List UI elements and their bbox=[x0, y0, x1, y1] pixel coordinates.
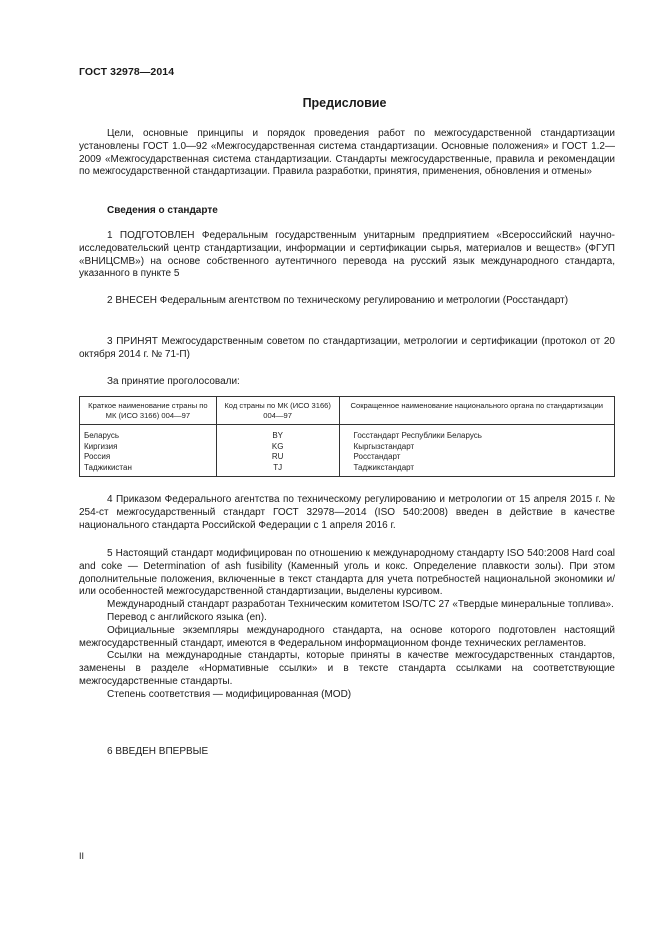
national-body: Кыргызстандарт bbox=[339, 442, 614, 453]
item-2 bbox=[79, 295, 615, 308]
table-row bbox=[80, 463, 615, 477]
national-body: Госстандарт Республики Беларусь bbox=[339, 425, 614, 442]
header-country-code: Код страны по МК (ИСО 3166) 004—97 bbox=[216, 397, 339, 425]
voting-table bbox=[79, 396, 615, 477]
item-5 bbox=[79, 548, 615, 702]
country-code: BY bbox=[216, 425, 339, 442]
item-6 bbox=[79, 746, 615, 759]
item-5-official-copies: Официальные экземпляры международного стандарта, на основе которого подготовлен настоящий межгосударственный стандарт, имеются в Федеральном информационном фонде технических регламентов. bbox=[79, 624, 615, 649]
item-2-text: 2 ВНЕСЕН Федеральным агентством по техническому регулированию и метрологии (Росстандарт) bbox=[107, 295, 569, 306]
national-body: Росстандарт bbox=[339, 452, 614, 463]
country-code: RU bbox=[216, 452, 339, 463]
voted-label bbox=[79, 376, 615, 389]
voted-label-text: За принятие проголосовали: bbox=[107, 376, 240, 387]
item-5-conformity: Степень соответствия — модифицированная (MOD) bbox=[107, 688, 352, 700]
country-name: Таджикистан bbox=[80, 463, 217, 477]
item-4-text: 4 Приказом Федерального агентства по техническому регулированию и метрологии от 15 апреля 2015 г. № 254-ст межгосударственный стандарт ГОСТ 32978—2014 (ISO 540:2008) введен в действие в качестве национального стандарта Российской Федерации с 1 апреля 2016 г. bbox=[79, 494, 615, 531]
item-3 bbox=[79, 336, 615, 362]
country-code: TJ bbox=[216, 463, 339, 477]
item-4 bbox=[79, 494, 615, 532]
page-number: II bbox=[79, 851, 85, 861]
item-1 bbox=[79, 230, 615, 281]
item-5-references: Ссылки на международные стандарты, которые приняты в качестве межгосударственных стандартов, заменены в разделе «Нормативные ссылки» и в тексте стандарта ссылками на соответствующие межгосударственные стандарты. bbox=[79, 650, 615, 687]
country-name: Киргизия bbox=[80, 442, 217, 453]
section-heading: Сведения о стандарте bbox=[107, 205, 218, 216]
header-national-body: Сокращенное наименование национального органа по стандартизации bbox=[339, 397, 614, 425]
intro-text: Цели, основные принципы и порядок проведения работ по межгосударственной стандартизации установлены ГОСТ 1.0—92 «Межгосударственная система стандартизации. Основные положения» и ГОСТ 1.2—2009 «Межгосударственная система стандартизации. Стандарты межгосударственные, правила и рекомендации по межгосударственной стандартизации. Правила разработки, принятия, применения, обновления и отмены» bbox=[79, 128, 615, 178]
item-1-text: 1 ПОДГОТОВЛЕН Федеральным государственным унитарным предприятием «Всероссийский научно-исследовательский центр стандартизации, информации и сертификации сырья, материалов и веществ» (ФГУП «ВНИЦСМВ») на основе собственного аутентичного перевода на русский язык международного стандарта, указанного в пункте 5 bbox=[79, 230, 615, 280]
table-row bbox=[80, 452, 615, 463]
table-header-row bbox=[80, 397, 615, 425]
item-5-committee: Международный стандарт разработан Техническим комитетом ISO/TC 27 «Твердые минеральные топлива». bbox=[107, 599, 614, 611]
country-name: Россия bbox=[80, 452, 217, 463]
national-body: Таджикстандарт bbox=[339, 463, 614, 477]
header-country-name: Краткое наименование страны по МК (ИСО 3166) 004—97 bbox=[80, 397, 217, 425]
item-5-text: 5 Настоящий стандарт модифицирован по отношению к международному стандарту ISO 540:2008 Hard coal and coke — Determination of ash fusibility (Каменный уголь и кокс. Определение плавкости золы). При этом дополнительные положения, включенные в текст стандарта для учета потребностей национальной экономики и/или особенностей межгосударственной стандартизации, выделены курсивом. bbox=[79, 548, 615, 598]
table-row bbox=[80, 425, 615, 442]
country-code: KG bbox=[216, 442, 339, 453]
item-6-text: 6 ВВЕДЕН ВПЕРВЫЕ bbox=[107, 746, 209, 757]
item-5-translation: Перевод с английского языка (en). bbox=[107, 611, 267, 623]
country-name: Беларусь bbox=[80, 425, 217, 442]
intro-paragraph bbox=[79, 128, 615, 179]
item-3-text: 3 ПРИНЯТ Межгосударственным советом по стандартизации, метрологии и сертификации (протокол от 20 октября 2014 г. № 71-П) bbox=[79, 336, 615, 360]
document-code: ГОСТ 32978—2014 bbox=[79, 66, 175, 78]
table-row bbox=[80, 442, 615, 453]
page-title: Предисловие bbox=[302, 96, 387, 110]
